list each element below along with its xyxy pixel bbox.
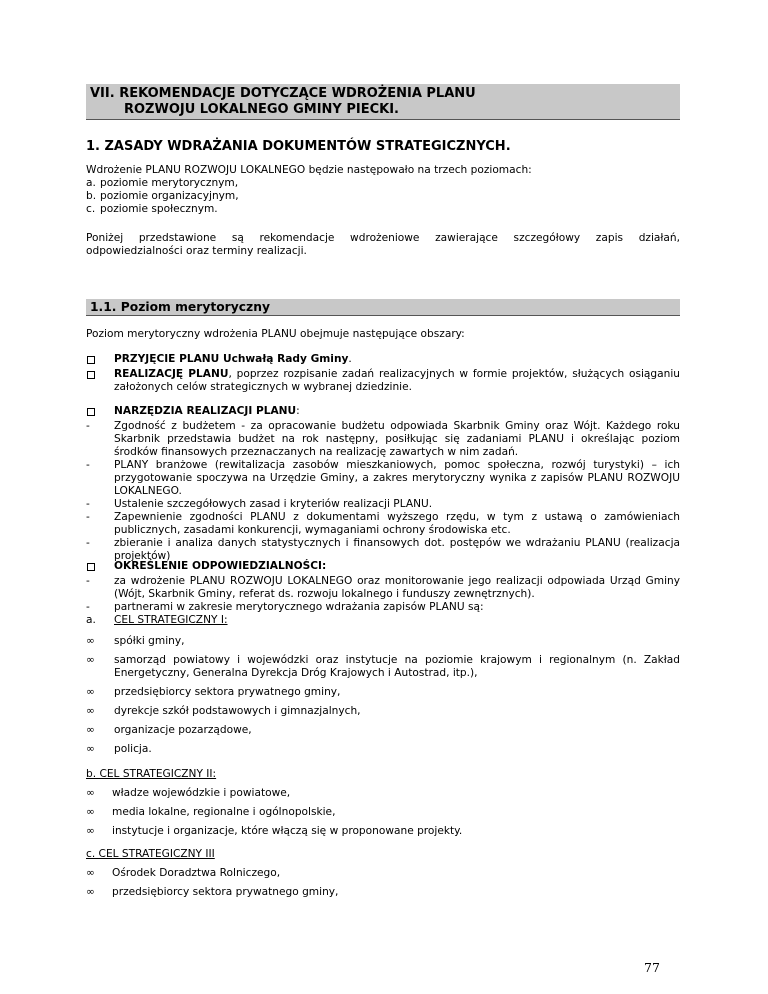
checkbox-bullet-icon	[86, 405, 114, 420]
areas-list	[86, 353, 680, 394]
infinity-bullet-icon: ∞	[86, 806, 95, 818]
checkbox-bullet-icon	[86, 560, 114, 575]
chapter-heading	[86, 84, 680, 120]
list-item: OKREŚLENIE ODPOWIEDZIALNOŚCI:	[86, 560, 680, 575]
list-item: - zbieranie i analiza danych statystycznych i finansowych dot. postępów we wdrażaniu PLANU (realizacja projektów)	[86, 537, 680, 562]
list-item: ∞ Ośrodek Doradztwa Rolniczego,	[86, 864, 680, 883]
list-item: - PLANY branżowe (rewitalizacja zasobów mieszkaniowych, pomoc społeczna, rozwój turystyki) – ich przygotowanie spoczywa na Urzędzie Gminy, a zakres merytoryczny wynika z zapisów PLANU ROZWOJU LOKALNEGO.	[86, 459, 680, 497]
goal-heading: a. CEL STRATEGICZNY I:	[86, 614, 228, 626]
recommendations-paragraph: Poniżej przedstawione są rekomendacje wdrożeniowe zawierające szczegółowy zapis działań, odpowiedzialności oraz terminy realizacji.	[86, 232, 680, 257]
goal2-partners	[86, 765, 680, 841]
list-item: ∞ policja.	[86, 740, 680, 759]
list-item: ∞ władze wojewódzkie i powiatowe,	[86, 784, 680, 803]
page-number: 77	[644, 960, 660, 975]
responsibility-list	[86, 560, 680, 627]
infinity-bullet-icon: ∞	[86, 787, 95, 799]
goal1-partners	[86, 632, 680, 759]
list-item: - partnerami w zakresie merytorycznego wdrażania zapisów PLANU są:	[86, 601, 484, 613]
infinity-bullet-icon: ∞	[86, 686, 95, 698]
goal-heading: b. CEL STRATEGICZNY II:	[86, 768, 217, 780]
list-item: b. poziomie organizacyjnym,	[86, 190, 239, 202]
tools-list	[86, 405, 680, 563]
infinity-bullet-icon: ∞	[86, 635, 95, 647]
list-item: - za wdrożenie PLANU ROZWOJU LOKALNEGO oraz monitorowanie jego realizacji odpowiada Urząd Gminy (Wójt, Skarbnik Gminy, referat ds. rozwoju lokalnego i funduszy zewnętrznych).	[86, 575, 680, 600]
subsection-intro: Poziom merytoryczny wdrożenia PLANU obejmuje następujące obszary:	[86, 328, 465, 340]
infinity-bullet-icon: ∞	[86, 886, 95, 898]
list-item: ∞ media lokalne, regionalne i ogólnopolskie,	[86, 803, 680, 822]
infinity-bullet-icon: ∞	[86, 705, 95, 717]
list-item: PRZYJĘCIE PLANU Uchwałą Rady Gminy.	[86, 353, 680, 368]
list-item: - Zapewnienie zgodności PLANU z dokumentami wyższego rzędu, w tym z ustawą o zamówieniach publicznych, zasadami konkurencji, wymaganiami ochrony środowiska etc.	[86, 511, 680, 536]
levels-block	[86, 164, 680, 216]
list-item: - Ustalenie szczegółowych zasad i kryteriów realizacji PLANU.	[86, 498, 433, 510]
list-item: ∞ przedsiębiorcy sektora prywatnego gminy,	[86, 683, 680, 702]
checkbox-bullet-icon	[86, 353, 114, 368]
list-item: ∞ przedsiębiorcy sektora prywatnego gminy,	[86, 883, 680, 902]
list-item: a. poziomie merytorycznym,	[86, 177, 239, 189]
list-item: ∞ samorząd powiatowy i wojewódzki oraz instytucje na poziomie krajowym i regionalnym (n. Zakład Energetyczny, Generalna Dyrekcja Dróg Krajowych i Autostrad, itp.),	[86, 654, 680, 679]
subsection-title: 1.1. Poziom merytoryczny	[86, 299, 680, 316]
chapter-heading-line2: ROZWOJU LOKALNEGO GMINY PIECKI.	[124, 102, 399, 117]
levels-intro: Wdrożenie PLANU ROZWOJU LOKALNEGO będzie następowało na trzech poziomach:	[86, 164, 532, 176]
chapter-heading-line1: VII. REKOMENDACJE DOTYCZĄCE WDROŻENIA PLANU	[90, 86, 476, 101]
section-title: 1. ZASADY WDRAŻANIA DOKUMENTÓW STRATEGICZNYCH.	[86, 139, 511, 154]
list-item: c. poziomie społecznym.	[86, 203, 218, 215]
infinity-bullet-icon: ∞	[86, 654, 95, 666]
list-item: ∞ organizacje pozarządowe,	[86, 721, 680, 740]
list-item: ∞ instytucje i organizacje, które włączą się w proponowane projekty.	[86, 822, 680, 841]
infinity-bullet-icon: ∞	[86, 867, 95, 879]
infinity-bullet-icon: ∞	[86, 743, 95, 755]
list-item: ∞ dyrekcje szkół podstawowych i gimnazjalnych,	[86, 702, 680, 721]
infinity-bullet-icon: ∞	[86, 724, 95, 736]
list-item: NARZĘDZIA REALIZACJI PLANU:	[86, 405, 680, 420]
goal3-partners	[86, 845, 680, 902]
goal-heading: c. CEL STRATEGICZNY III	[86, 848, 215, 860]
checkbox-bullet-icon	[86, 368, 114, 394]
list-item: REALIZACJĘ PLANU, poprzez rozpisanie zadań realizacyjnych w formie projektów, służących osiąganiu założonych celów strategicznych w wybranej dziedzinie.	[86, 368, 680, 394]
infinity-bullet-icon: ∞	[86, 825, 95, 837]
list-item: - Zgodność z budżetem - za opracowanie budżetu odpowiada Skarbnik Gminy oraz Wójt. Każdego roku Skarbnik przedstawia budżet na rok następny, posiłkując się zadaniami PLANU i określając poziom środków finansowych przeznaczanych na realizację zawartych w nim zadań.	[86, 420, 680, 458]
list-item: ∞ spółki gminy,	[86, 632, 680, 651]
